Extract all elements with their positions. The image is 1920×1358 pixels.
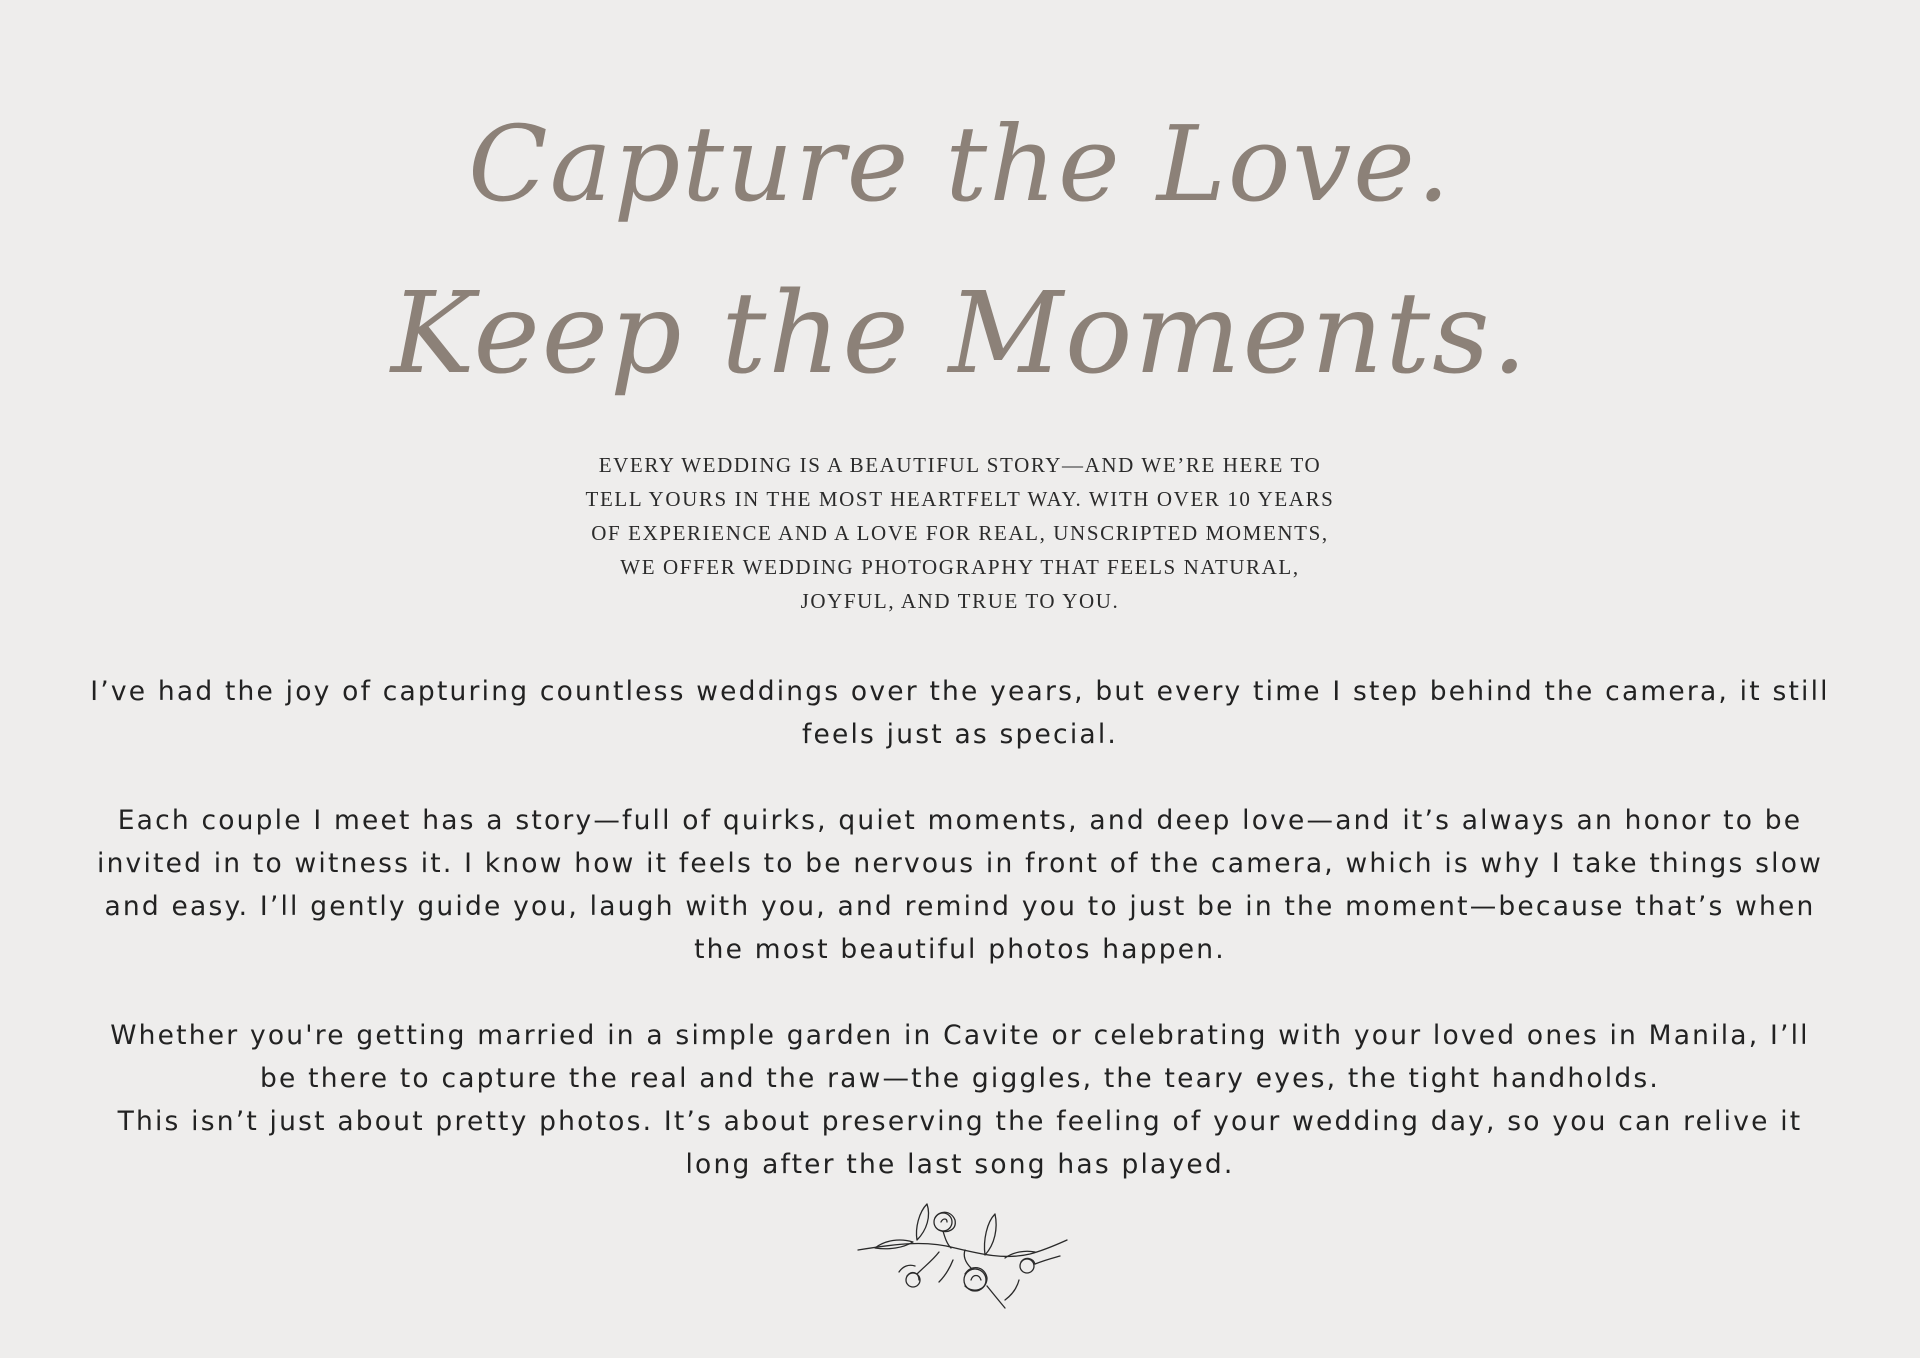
intro-line: WE OFFER WEDDING PHOTOGRAPHY THAT FEELS NATURAL, [620,555,1300,579]
intro-line: TELL YOURS IN THE MOST HEARTFELT WAY. WITH OVER 10 YEARS [585,487,1335,511]
headline-line-1: Capture the Love. [468,103,1452,225]
intro-line: JOYFUL, AND TRUE TO YOU. [800,589,1120,613]
body-paragraph-2: Each couple I meet has a story—full of quirks, quiet moments, and deep love—and it’s always an honor to be invited in to witness it. I know how it feels to be nervous in front of the camera, which is why I take things slow and easy. I’ll gently guide you, laugh with you, and remind you to just be in the moment—because that’s when the most beautiful photos happen. [97,805,1823,965]
body-paragraph-4: This isn’t just about pretty photos. It’s about preserving the feeling of your wedding day, so you can relive it long after the last song has played. [117,1106,1803,1180]
body-paragraph-3: Whether you're getting married in a simple garden in Cavite or celebrating with your loved ones in Manila, I’ll be there to capture the real and the raw—the giggles, the teary eyes, the tight handholds. [110,1020,1810,1094]
body-text [90,670,1830,1186]
headline-line-2: Keep the Moments. [390,269,1530,399]
body-paragraph-1: I’ve had the joy of capturing countless weddings over the years, but every time I step behind the camera, it still feels just as special. [90,676,1830,750]
intro-text [460,448,1460,618]
intro-line: OF EXPERIENCE AND A LOVE FOR REAL, UNSCRIPTED MOMENTS, [591,521,1329,545]
floral-branch-icon [855,1200,1070,1310]
intro-line: EVERY WEDDING IS A BEAUTIFUL STORY—AND WE’RE HERE TO [598,453,1322,477]
